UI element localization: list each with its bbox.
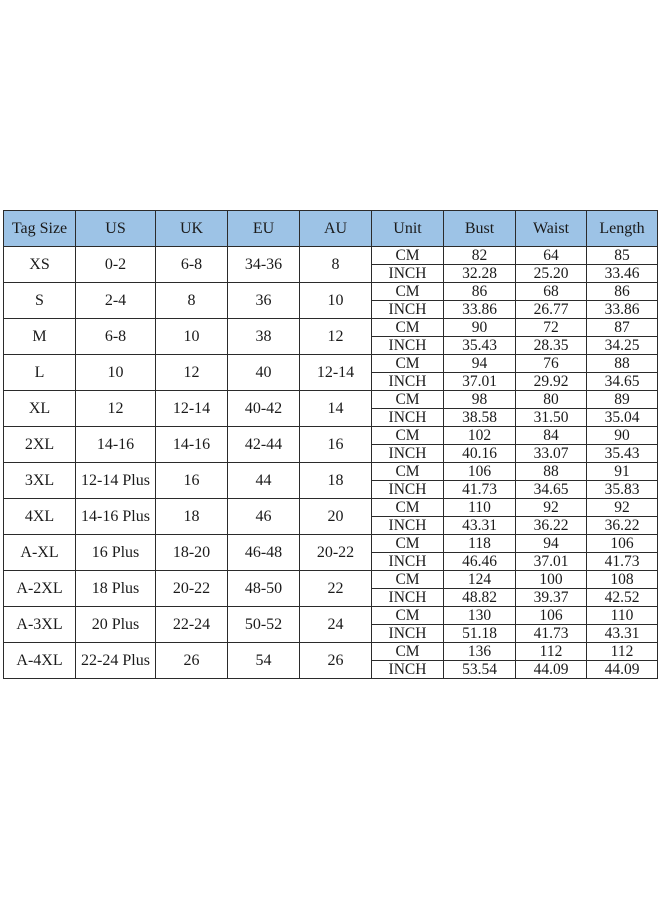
au-size-cell: 20 — [300, 499, 372, 535]
inch-length-cell: 41.73 — [587, 553, 658, 571]
tag-size-cell: 4XL — [4, 499, 76, 535]
cm-length-cell: 87 — [587, 319, 658, 337]
header-au: AU — [300, 211, 372, 247]
cm-bust-cell: 86 — [444, 283, 516, 301]
inch-waist-cell: 39.37 — [516, 589, 587, 607]
uk-size-cell: 22-24 — [156, 607, 228, 643]
cm-unit-cell: CM — [372, 643, 444, 661]
tag-size-cell: XS — [4, 247, 76, 283]
inch-unit-cell: INCH — [372, 589, 444, 607]
cm-bust-cell: 130 — [444, 607, 516, 625]
inch-waist-cell: 26.77 — [516, 301, 587, 319]
inch-length-cell: 33.86 — [587, 301, 658, 319]
cm-unit-cell: CM — [372, 283, 444, 301]
uk-size-cell: 12-14 — [156, 391, 228, 427]
inch-bust-cell: 40.16 — [444, 445, 516, 463]
uk-size-cell: 18 — [156, 499, 228, 535]
inch-waist-cell: 41.73 — [516, 625, 587, 643]
header-tag-size: Tag Size — [4, 211, 76, 247]
eu-size-cell: 46-48 — [228, 535, 300, 571]
cm-waist-cell: 84 — [516, 427, 587, 445]
inch-length-cell: 44.09 — [587, 661, 658, 679]
au-size-cell: 16 — [300, 427, 372, 463]
inch-unit-cell: INCH — [372, 265, 444, 283]
inch-bust-cell: 32.28 — [444, 265, 516, 283]
au-size-cell: 14 — [300, 391, 372, 427]
table-row — [4, 607, 658, 625]
table-row — [4, 643, 658, 661]
au-size-cell: 26 — [300, 643, 372, 679]
inch-waist-cell: 44.09 — [516, 661, 587, 679]
cm-length-cell: 85 — [587, 247, 658, 265]
header-row — [4, 211, 658, 247]
cm-unit-cell: CM — [372, 427, 444, 445]
cm-length-cell: 112 — [587, 643, 658, 661]
inch-bust-cell: 35.43 — [444, 337, 516, 355]
us-size-cell: 0-2 — [76, 247, 156, 283]
uk-size-cell: 6-8 — [156, 247, 228, 283]
us-size-cell: 2-4 — [76, 283, 156, 319]
inch-bust-cell: 33.86 — [444, 301, 516, 319]
table-row — [4, 247, 658, 265]
tag-size-cell: XL — [4, 391, 76, 427]
cm-waist-cell: 100 — [516, 571, 587, 589]
inch-bust-cell: 51.18 — [444, 625, 516, 643]
inch-waist-cell: 36.22 — [516, 517, 587, 535]
us-size-cell: 22-24 Plus — [76, 643, 156, 679]
cm-waist-cell: 88 — [516, 463, 587, 481]
us-size-cell: 14-16 Plus — [76, 499, 156, 535]
uk-size-cell: 18-20 — [156, 535, 228, 571]
cm-unit-cell: CM — [372, 571, 444, 589]
cm-unit-cell: CM — [372, 355, 444, 373]
cm-waist-cell: 112 — [516, 643, 587, 661]
us-size-cell: 12-14 Plus — [76, 463, 156, 499]
au-size-cell: 18 — [300, 463, 372, 499]
inch-waist-cell: 25.20 — [516, 265, 587, 283]
inch-bust-cell: 46.46 — [444, 553, 516, 571]
inch-waist-cell: 29.92 — [516, 373, 587, 391]
us-size-cell: 10 — [76, 355, 156, 391]
us-size-cell: 12 — [76, 391, 156, 427]
au-size-cell: 20-22 — [300, 535, 372, 571]
cm-unit-cell: CM — [372, 247, 444, 265]
cm-waist-cell: 76 — [516, 355, 587, 373]
cm-unit-cell: CM — [372, 463, 444, 481]
table-row — [4, 355, 658, 373]
eu-size-cell: 36 — [228, 283, 300, 319]
cm-bust-cell: 98 — [444, 391, 516, 409]
uk-size-cell: 12 — [156, 355, 228, 391]
header-us: US — [76, 211, 156, 247]
inch-bust-cell: 53.54 — [444, 661, 516, 679]
header-length: Length — [587, 211, 658, 247]
inch-length-cell: 43.31 — [587, 625, 658, 643]
cm-length-cell: 108 — [587, 571, 658, 589]
table-row — [4, 319, 658, 337]
cm-waist-cell: 68 — [516, 283, 587, 301]
cm-bust-cell: 124 — [444, 571, 516, 589]
inch-bust-cell: 43.31 — [444, 517, 516, 535]
cm-bust-cell: 106 — [444, 463, 516, 481]
inch-unit-cell: INCH — [372, 481, 444, 499]
eu-size-cell: 48-50 — [228, 571, 300, 607]
cm-unit-cell: CM — [372, 319, 444, 337]
eu-size-cell: 44 — [228, 463, 300, 499]
au-size-cell: 24 — [300, 607, 372, 643]
inch-waist-cell: 31.50 — [516, 409, 587, 427]
au-size-cell: 8 — [300, 247, 372, 283]
cm-waist-cell: 94 — [516, 535, 587, 553]
cm-bust-cell: 102 — [444, 427, 516, 445]
au-size-cell: 12-14 — [300, 355, 372, 391]
tag-size-cell: 3XL — [4, 463, 76, 499]
inch-waist-cell: 34.65 — [516, 481, 587, 499]
us-size-cell: 16 Plus — [76, 535, 156, 571]
tag-size-cell: A-4XL — [4, 643, 76, 679]
cm-length-cell: 89 — [587, 391, 658, 409]
inch-unit-cell: INCH — [372, 517, 444, 535]
inch-unit-cell: INCH — [372, 553, 444, 571]
eu-size-cell: 40-42 — [228, 391, 300, 427]
table-row — [4, 391, 658, 409]
cm-bust-cell: 94 — [444, 355, 516, 373]
inch-unit-cell: INCH — [372, 373, 444, 391]
inch-unit-cell: INCH — [372, 409, 444, 427]
inch-length-cell: 35.43 — [587, 445, 658, 463]
tag-size-cell: A-3XL — [4, 607, 76, 643]
cm-waist-cell: 72 — [516, 319, 587, 337]
cm-waist-cell: 106 — [516, 607, 587, 625]
inch-length-cell: 34.25 — [587, 337, 658, 355]
inch-waist-cell: 28.35 — [516, 337, 587, 355]
tag-size-cell: A-XL — [4, 535, 76, 571]
cm-length-cell: 91 — [587, 463, 658, 481]
eu-size-cell: 38 — [228, 319, 300, 355]
inch-unit-cell: INCH — [372, 301, 444, 319]
eu-size-cell: 46 — [228, 499, 300, 535]
inch-waist-cell: 37.01 — [516, 553, 587, 571]
table-row — [4, 463, 658, 481]
uk-size-cell: 20-22 — [156, 571, 228, 607]
inch-waist-cell: 33.07 — [516, 445, 587, 463]
cm-waist-cell: 64 — [516, 247, 587, 265]
cm-unit-cell: CM — [372, 391, 444, 409]
cm-length-cell: 86 — [587, 283, 658, 301]
cm-bust-cell: 110 — [444, 499, 516, 517]
inch-unit-cell: INCH — [372, 625, 444, 643]
cm-unit-cell: CM — [372, 535, 444, 553]
eu-size-cell: 42-44 — [228, 427, 300, 463]
au-size-cell: 22 — [300, 571, 372, 607]
cm-bust-cell: 90 — [444, 319, 516, 337]
table-row — [4, 499, 658, 517]
inch-unit-cell: INCH — [372, 661, 444, 679]
table-row — [4, 571, 658, 589]
uk-size-cell: 16 — [156, 463, 228, 499]
inch-bust-cell: 41.73 — [444, 481, 516, 499]
table-row — [4, 427, 658, 445]
cm-length-cell: 92 — [587, 499, 658, 517]
cm-bust-cell: 136 — [444, 643, 516, 661]
eu-size-cell: 34-36 — [228, 247, 300, 283]
inch-length-cell: 35.83 — [587, 481, 658, 499]
tag-size-cell: 2XL — [4, 427, 76, 463]
size-chart-body — [4, 247, 658, 679]
inch-length-cell: 35.04 — [587, 409, 658, 427]
inch-unit-cell: INCH — [372, 445, 444, 463]
uk-size-cell: 8 — [156, 283, 228, 319]
uk-size-cell: 14-16 — [156, 427, 228, 463]
header-waist: Waist — [516, 211, 587, 247]
tag-size-cell: L — [4, 355, 76, 391]
eu-size-cell: 50-52 — [228, 607, 300, 643]
tag-size-cell: M — [4, 319, 76, 355]
tag-size-cell: A-2XL — [4, 571, 76, 607]
cm-length-cell: 88 — [587, 355, 658, 373]
inch-length-cell: 34.65 — [587, 373, 658, 391]
eu-size-cell: 54 — [228, 643, 300, 679]
eu-size-cell: 40 — [228, 355, 300, 391]
header-uk: UK — [156, 211, 228, 247]
cm-length-cell: 110 — [587, 607, 658, 625]
inch-bust-cell: 37.01 — [444, 373, 516, 391]
cm-length-cell: 90 — [587, 427, 658, 445]
table-row — [4, 535, 658, 553]
uk-size-cell: 10 — [156, 319, 228, 355]
cm-length-cell: 106 — [587, 535, 658, 553]
cm-bust-cell: 118 — [444, 535, 516, 553]
us-size-cell: 20 Plus — [76, 607, 156, 643]
cm-unit-cell: CM — [372, 607, 444, 625]
inch-bust-cell: 48.82 — [444, 589, 516, 607]
cm-waist-cell: 92 — [516, 499, 587, 517]
size-chart-table — [3, 210, 658, 679]
inch-length-cell: 36.22 — [587, 517, 658, 535]
inch-length-cell: 33.46 — [587, 265, 658, 283]
cm-bust-cell: 82 — [444, 247, 516, 265]
tag-size-cell: S — [4, 283, 76, 319]
uk-size-cell: 26 — [156, 643, 228, 679]
header-eu: EU — [228, 211, 300, 247]
us-size-cell: 18 Plus — [76, 571, 156, 607]
inch-bust-cell: 38.58 — [444, 409, 516, 427]
us-size-cell: 6-8 — [76, 319, 156, 355]
us-size-cell: 14-16 — [76, 427, 156, 463]
size-chart-header — [4, 211, 658, 247]
inch-unit-cell: INCH — [372, 337, 444, 355]
cm-waist-cell: 80 — [516, 391, 587, 409]
au-size-cell: 12 — [300, 319, 372, 355]
inch-length-cell: 42.52 — [587, 589, 658, 607]
table-row — [4, 283, 658, 301]
header-unit: Unit — [372, 211, 444, 247]
cm-unit-cell: CM — [372, 499, 444, 517]
header-bust: Bust — [444, 211, 516, 247]
au-size-cell: 10 — [300, 283, 372, 319]
